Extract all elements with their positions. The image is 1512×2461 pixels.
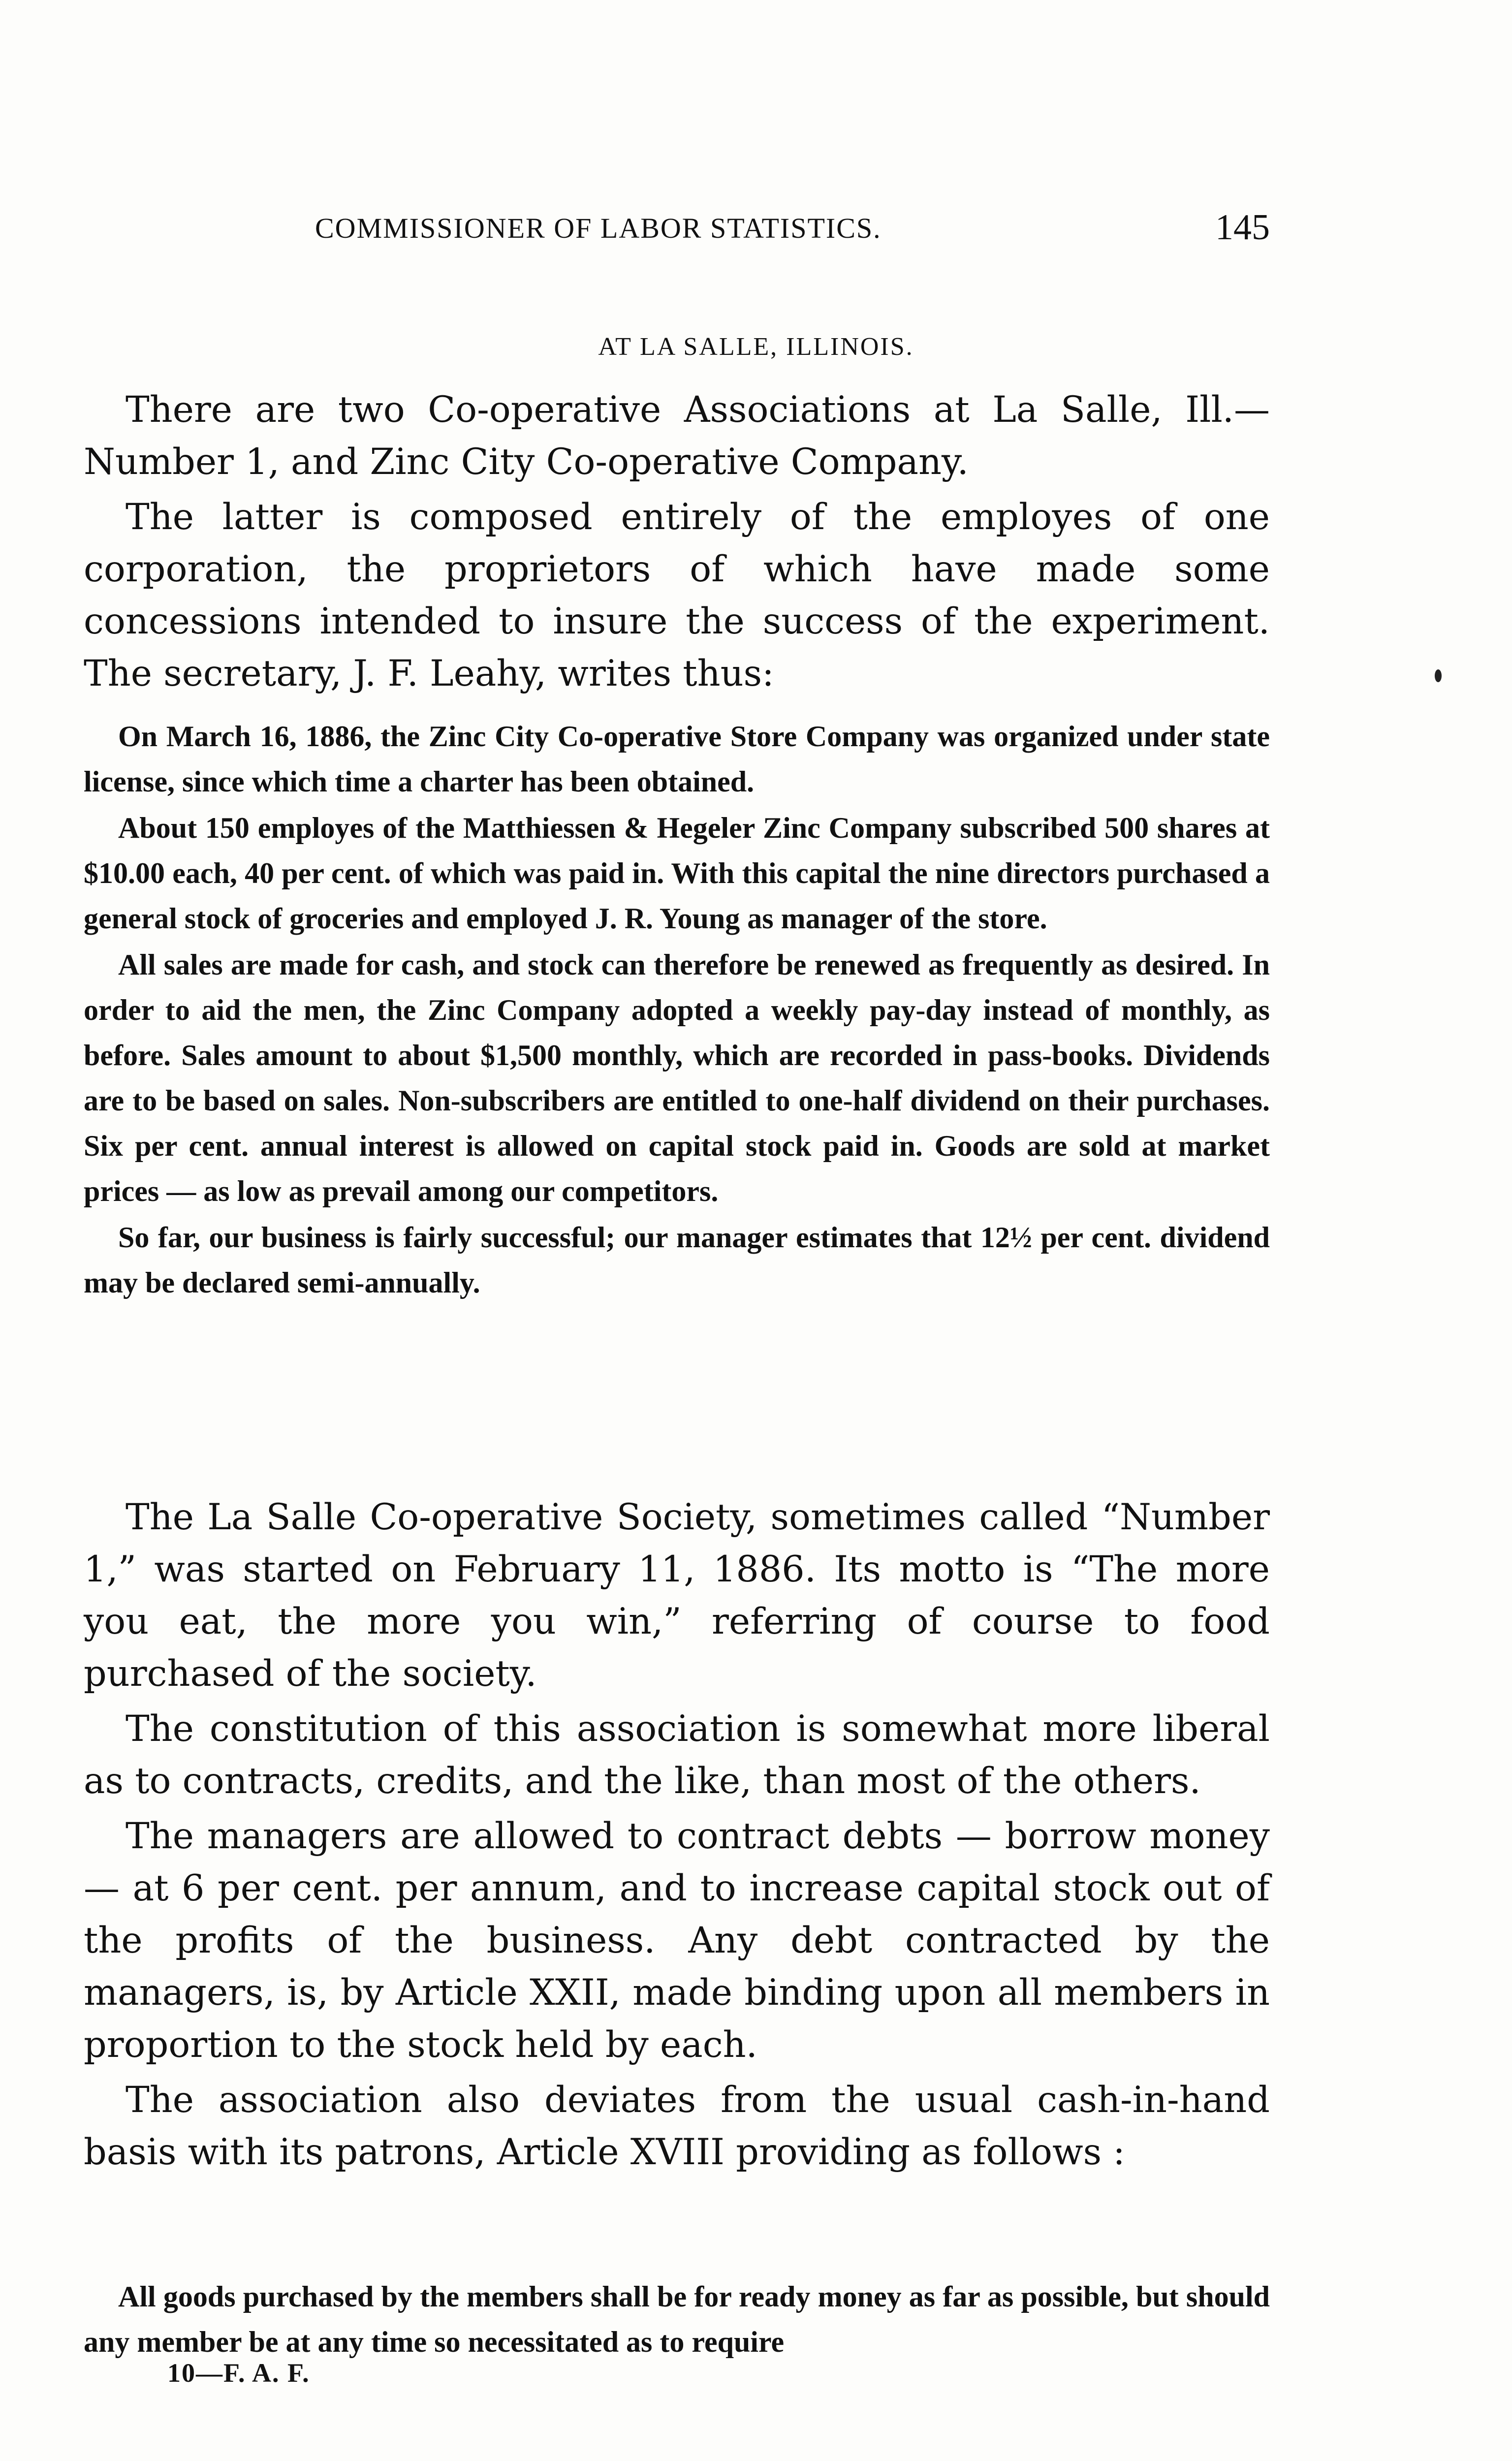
extract-paragraph: All sales are made for cash, and stock can therefore be renewed as frequently as desired. In order to aid the men, the Zinc Company adopted a weekly pay-day instead of monthly, as before. Sales amount to about $1,500 monthly, which are recorded in pass-books. Dividends are to be based on sales. Non-subscribers are entitled to one-half dividend on their purchases. Six per cent. annual interest is allowed on capital stock paid in. Goods are sold at market prices — as low as prevail among our competitors. — [84, 948, 1270, 1207]
main-paragraphs — [84, 1491, 1270, 2181]
paragraph: The managers are allowed to contract debts — borrow money — at 6 per cent. per annum, and to increase capital stock out of the profits of the business. Any debt contracted by the managers, is, by Article XXII, made binding upon all members in proportion to the stock held by each. — [84, 1815, 1270, 2066]
ink-speck — [1435, 669, 1442, 682]
extract-paragraph: So far, our business is fairly successful; our manager estimates that 12½ per cent. dividend may be declared semi-annually. — [84, 1221, 1270, 1299]
extract-paragraph: All goods purchased by the members shall be for ready money as far as possible, but should any member be at any time so necessitated as to require — [84, 2280, 1270, 2358]
paragraph: There are two Co-operative Associations at La Salle, Ill.— Number 1, and Zinc City Co-operative Company. — [84, 389, 1270, 483]
intro-paragraphs — [84, 384, 1270, 703]
signature-mark: 10—F. A. F. — [167, 2358, 310, 2388]
paragraph: The association also deviates from the usual cash-in-hand basis with its patrons, Article XVIII providing as follows : — [84, 2079, 1270, 2173]
letter-extract — [84, 714, 1270, 1306]
page-number: 145 — [1215, 207, 1270, 248]
extract-paragraph: On March 16, 1886, the Zinc City Co-operative Store Company was organized under state license, since which time a charter has been obtained. — [84, 720, 1270, 798]
running-title: COMMISSIONER OF LABOR STATISTICS. — [315, 212, 882, 244]
section-heading: AT LA SALLE, ILLINOIS. — [598, 333, 914, 361]
paragraph: The latter is composed entirely of the employes of one corporation, the proprietors of which have made some concessions intended to insure the success of the experiment. The secretary, J. F. Leahy, writes thus: — [84, 496, 1270, 694]
running-header — [84, 207, 1270, 251]
paragraph: The constitution of this association is somewhat more liberal as to contracts, credits, and the like, than most of the others. — [84, 1708, 1270, 1802]
extract-paragraph: About 150 employes of the Matthiessen & Hegeler Zinc Company subscribed 500 shares at $10.00 each, 40 per cent. of which was paid in. With this capital the nine directors purchased a general stock of groceries and employed J. R. Young as manager of the store. — [84, 812, 1270, 935]
article-extract — [84, 2274, 1270, 2366]
paragraph: The La Salle Co-operative Society, sometimes called “Number 1,” was started on February 11, 1886. Its motto is “The more you eat, the more you win,” referring of course to food purchased of the society. — [84, 1496, 1270, 1695]
